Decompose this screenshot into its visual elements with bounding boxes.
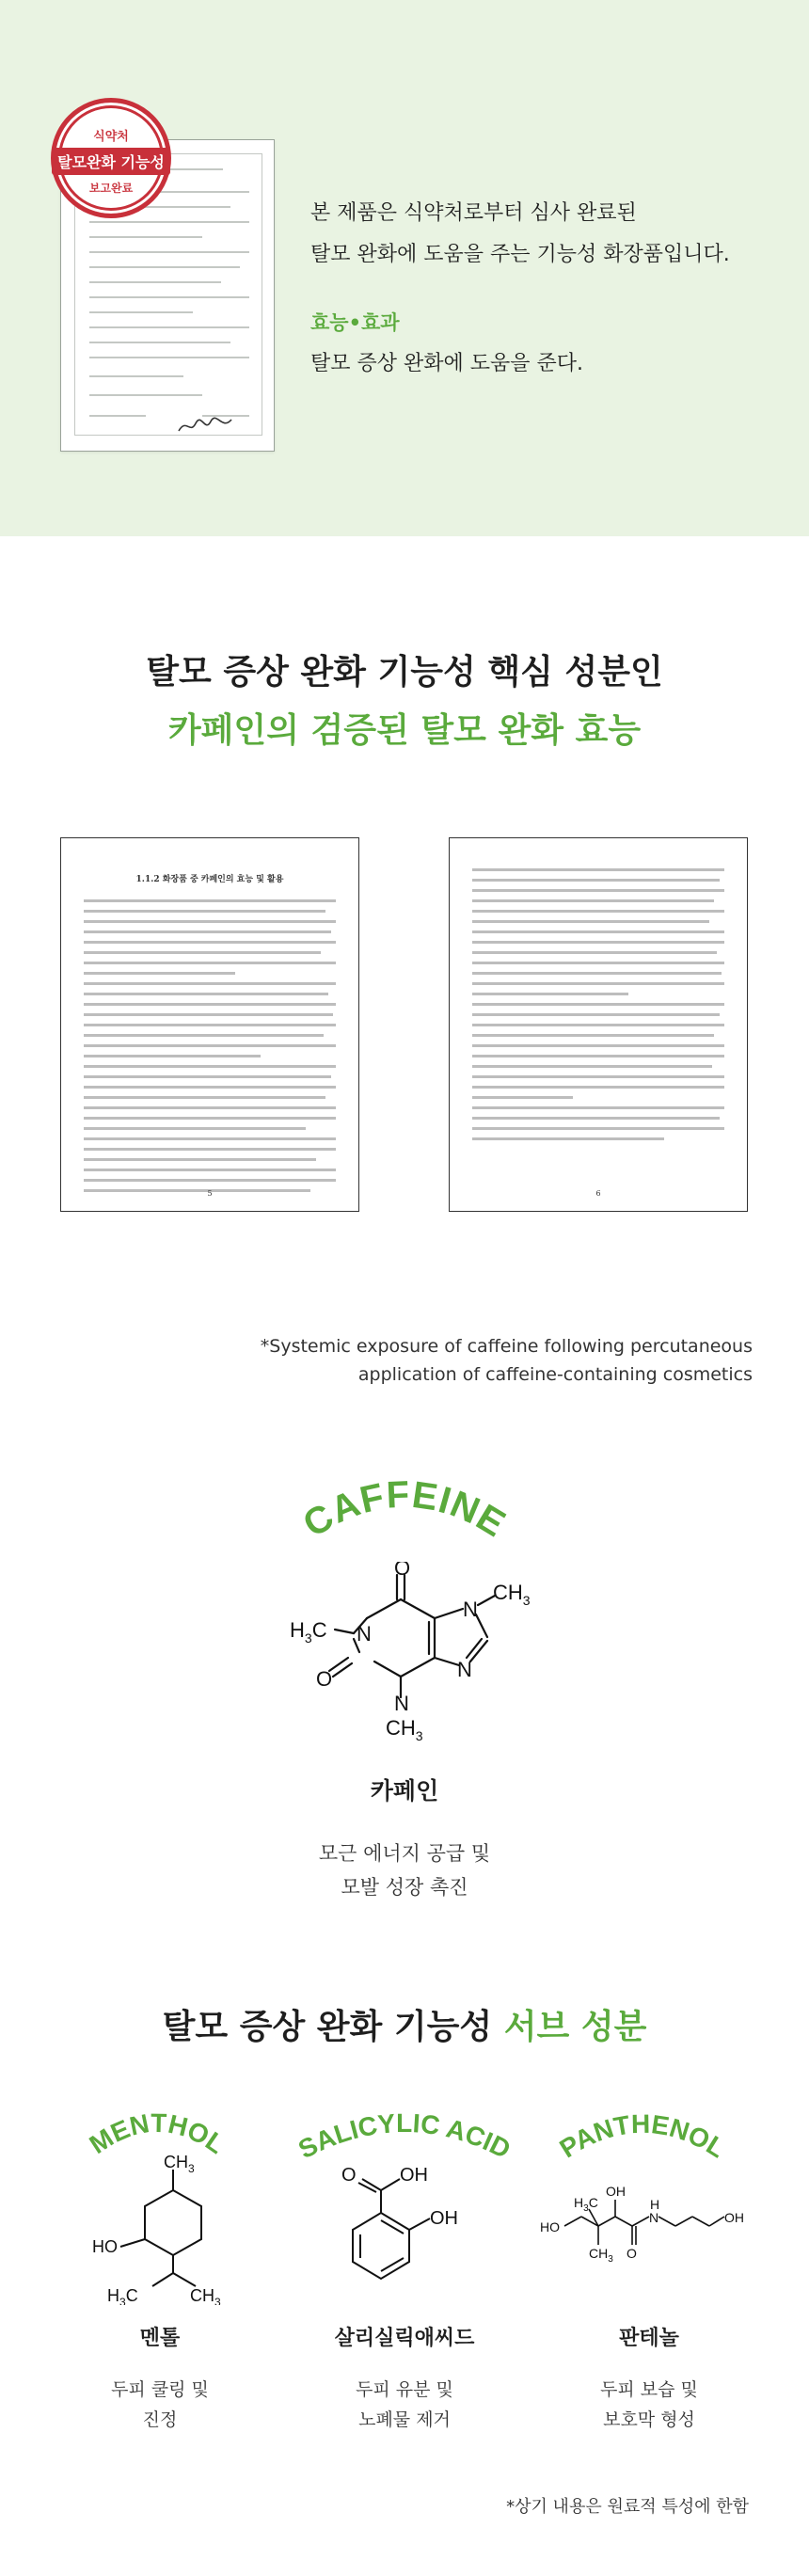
svg-text:CH3: $CH_3$ bbox=[493, 1581, 531, 1608]
salicylic-arc-text: SALICYLIC ACID bbox=[293, 2107, 516, 2165]
svg-text:O: O bbox=[341, 2165, 357, 2186]
panthenol-arc-text: PANTHENOL bbox=[554, 2108, 731, 2164]
salicylic-acid-structure-diagram bbox=[325, 2155, 484, 2305]
seal-top-text: 식약처 bbox=[93, 130, 129, 144]
paper-page-number: 6 bbox=[595, 1189, 601, 1198]
svg-text:H: H bbox=[650, 2197, 660, 2212]
svg-text:OH: OH bbox=[400, 2165, 428, 2186]
menthol-arc-text: MENTHOL bbox=[84, 2107, 230, 2160]
svg-text:O: O bbox=[316, 1667, 333, 1691]
salicylic-desc-line-2: 노폐물 제거 bbox=[358, 2409, 451, 2430]
svg-text:H3C: $H_3C$ bbox=[574, 2195, 598, 2214]
sub-title-green: 서브 성분 bbox=[503, 2008, 647, 2046]
panthenol-desc-line-2: 보호막 형성 bbox=[603, 2409, 695, 2430]
svg-text:OH: OH bbox=[606, 2184, 626, 2199]
caffeine-desc-line-1: 모근 에너지 공급 및 bbox=[318, 1842, 491, 1865]
menthol-name: 멘톨 bbox=[139, 2327, 181, 2350]
salicylic-acid-name: 살리실릭애씨드 bbox=[334, 2327, 475, 2350]
sub-ingredients-title bbox=[0, 2000, 809, 2048]
svg-text:CAFFEINE bbox=[296, 1474, 513, 1546]
svg-text:N: N bbox=[357, 1622, 372, 1646]
effect-description: 탈모 증상 완화에 도움을 준다. bbox=[310, 352, 583, 375]
study-footnote-line-2: application of caffeine-containing cosmetics bbox=[357, 1364, 753, 1385]
panthenol-desc-line-1: 두피 보습 및 bbox=[600, 2379, 698, 2400]
svg-text:H3C: $H_3C$ bbox=[290, 1618, 327, 1646]
svg-text:O: O bbox=[627, 2246, 637, 2261]
svg-text:N: N bbox=[649, 2210, 659, 2225]
panthenol-structure-diagram bbox=[538, 2164, 764, 2286]
disclaimer-footnote: *상기 내용은 원료적 특성에 한함 bbox=[506, 2497, 749, 2517]
caffeine-desc-line-2: 모발 성장 촉진 bbox=[341, 1876, 468, 1899]
menthol-structure-diagram bbox=[79, 2155, 239, 2305]
paper-page-number: 5 bbox=[207, 1189, 213, 1198]
svg-text:N: N bbox=[457, 1658, 472, 1681]
certification-seal bbox=[51, 98, 171, 218]
caffeine-name: 카페인 bbox=[370, 1777, 439, 1805]
caffeine-arc-text: CAFFEINE bbox=[295, 1473, 514, 1546]
svg-text:CH3: $CH_3$ bbox=[386, 1716, 423, 1743]
study-footnote bbox=[0, 1332, 753, 1389]
menthol-desc-line-2: 진정 bbox=[142, 2409, 178, 2430]
signature-mark bbox=[177, 414, 233, 437]
certification-text bbox=[310, 193, 800, 385]
panthenol-name: 판테놀 bbox=[619, 2327, 679, 2350]
svg-text:H3C: $H_3C$ bbox=[107, 2286, 138, 2305]
core-title-line-1: 탈모 증상 완화 기능성 핵심 성분인 bbox=[146, 653, 663, 692]
salicylic-acid-description bbox=[282, 2375, 527, 2435]
core-title-line-2: 카페인의 검증된 탈모 완화 효능 bbox=[167, 711, 642, 750]
certification-section bbox=[0, 0, 809, 536]
effect-title: 효능•효과 bbox=[310, 311, 400, 334]
caffeine-arc-label bbox=[263, 1470, 546, 1573]
svg-text:CH3: $CH_3$ bbox=[190, 2286, 221, 2305]
sub-title-main: 탈모 증상 완화 기능성 bbox=[162, 2008, 504, 2046]
caffeine-structure-diagram bbox=[263, 1562, 546, 1750]
svg-text:HO: HO bbox=[540, 2219, 560, 2234]
svg-text:OH: OH bbox=[724, 2210, 744, 2225]
svg-text:CH3: $CH_3$ bbox=[164, 2155, 195, 2175]
salicylic-desc-line-1: 두피 유분 및 bbox=[356, 2379, 453, 2400]
seal-main-text: 탈모완화 기능성 bbox=[52, 148, 170, 175]
svg-text:PANTHENOL bbox=[554, 2109, 730, 2164]
intro-line-1: 본 제품은 식약처로부터 심사 완료된 bbox=[310, 201, 637, 225]
svg-text:HO: HO bbox=[92, 2237, 118, 2256]
svg-text:N: N bbox=[463, 1598, 478, 1621]
svg-text:MENTHOL bbox=[85, 2108, 230, 2159]
research-paper-page-right bbox=[449, 837, 748, 1212]
menthol-desc-line-1: 두피 쿨링 및 bbox=[111, 2379, 209, 2400]
research-paper-page-left bbox=[60, 837, 359, 1212]
study-footnote-line-1: *Systemic exposure of caffeine following percutaneous bbox=[260, 1336, 753, 1357]
panthenol-description bbox=[527, 2375, 771, 2435]
svg-text:OH: OH bbox=[430, 2208, 458, 2229]
caffeine-description bbox=[0, 1837, 809, 1904]
seal-bottom-text: 보고완료 bbox=[88, 182, 134, 195]
menthol-description bbox=[38, 2375, 282, 2435]
svg-text:CH3: $CH_3$ bbox=[589, 2246, 613, 2265]
svg-text:O: O bbox=[394, 1562, 411, 1580]
intro-line-2: 탈모 완화에 도움을 주는 기능성 화장품입니다. bbox=[310, 243, 730, 266]
paper-heading: 1.1.2 화장품 중 카페인의 효능 및 활용 bbox=[135, 875, 284, 884]
svg-text:N: N bbox=[394, 1692, 409, 1715]
